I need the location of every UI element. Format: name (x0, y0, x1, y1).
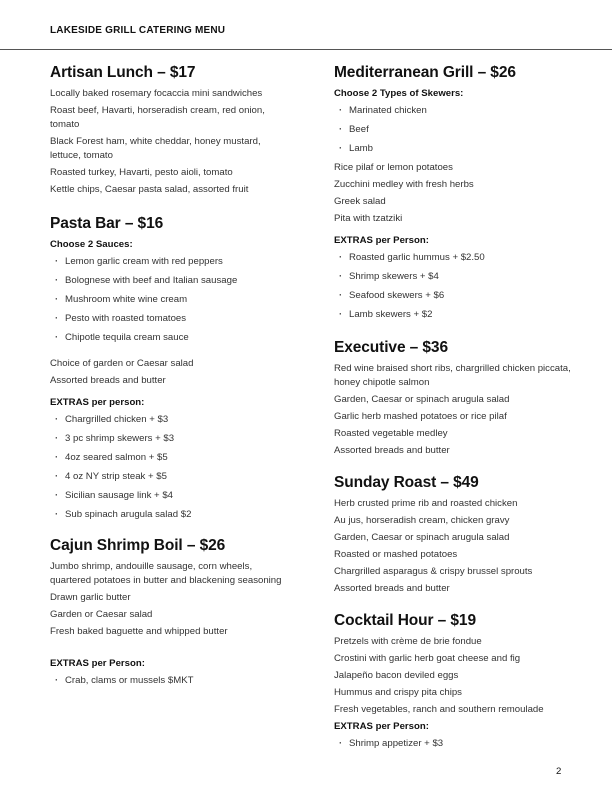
list-item: · Sub spinach arugula salad $2 (50, 508, 290, 521)
menu-item: Red wine braised short ribs, chargrilled chicken piccata, honey chipotle salmon (334, 363, 571, 388)
extras-label: EXTRAS per Person: (334, 721, 429, 732)
list-item: · 4oz seared salmon + $5 (50, 451, 290, 464)
list-item: · Shrimp appetizer + $3 (334, 737, 574, 750)
menu-item: Fresh baked baguette and whipped butter (50, 626, 228, 637)
list-item: · Mushroom white wine cream (50, 293, 290, 306)
menu-item: Hummus and crispy pita chips (334, 687, 462, 698)
menu-item: Jumbo shrimp, andouille sausage, corn wheels, quartered potatoes in butter and blackening seasoning (50, 561, 282, 586)
list-item: · Bolognese with beef and Italian sausage (50, 274, 290, 287)
menu-item: Pita with tzatziki (334, 213, 403, 224)
list-item: · Lemon garlic cream with red peppers (50, 255, 290, 268)
list-item: · Lamb skewers + $2 (334, 308, 574, 321)
menu-item: Herb crusted prime rib and roasted chicken (334, 498, 518, 509)
menu-item: Crostini with garlic herb goat cheese and fig (334, 653, 521, 664)
executive-section (334, 339, 574, 458)
menu-item: Choice of garden or Caesar salad (50, 358, 194, 369)
sauce-list (50, 255, 290, 344)
list-item: · Pesto with roasted tomatoes (50, 312, 290, 325)
choose-label: Choose 2 Types of Skewers: (334, 88, 464, 99)
section-title: Artisan Lunch – $17 (50, 64, 196, 81)
section-title: Pasta Bar – $16 (50, 215, 164, 232)
menu-item: Greek salad (334, 196, 386, 207)
menu-item: Assorted breads and butter (334, 583, 450, 594)
menu-item: Black Forest ham, white cheddar, honey mustard, lettuce, tomato (50, 136, 261, 161)
extras-list (334, 251, 574, 321)
list-item: · Chipotle tequila cream sauce (50, 331, 290, 344)
menu-item: Garden or Caesar salad (50, 609, 153, 620)
list-item: · Crab, clams or mussels $MKT (50, 674, 290, 687)
extras-list (50, 413, 290, 521)
menu-item: Drawn garlic butter (50, 592, 131, 603)
skewer-list (334, 104, 574, 155)
mediterranean-grill-section (334, 64, 574, 321)
header-divider (0, 49, 612, 50)
list-item: · Lamb (334, 142, 574, 155)
menu-item: Locally baked rosemary focaccia mini sandwiches (50, 88, 263, 99)
section-title: Cajun Shrimp Boil – $26 (50, 537, 226, 554)
cocktail-hour-section (334, 612, 574, 750)
list-item: · Shrimp skewers + $4 (334, 270, 574, 283)
choose-label: Choose 2 Sauces: (50, 239, 133, 250)
menu-item: Assorted breads and butter (334, 445, 450, 456)
cajun-shrimp-boil-section (50, 537, 290, 687)
menu-item: Assorted breads and butter (50, 375, 166, 386)
list-item: · Seafood skewers + $6 (334, 289, 574, 302)
section-title: Cocktail Hour – $19 (334, 612, 476, 629)
pasta-bar-section (50, 215, 290, 521)
menu-item: Garden, Caesar or spinach arugula salad (334, 532, 510, 543)
page-number: 2 (556, 766, 562, 777)
list-item: · Chargrilled chicken + $3 (50, 413, 290, 426)
artisan-lunch-section (50, 64, 290, 197)
menu-item: Roasted turkey, Havarti, pesto aioli, tomato (50, 167, 233, 178)
page-header: LAKESIDE GRILL CATERING MENU (50, 25, 226, 36)
left-column (50, 64, 290, 699)
menu-item: Kettle chips, Caesar pasta salad, assorted fruit (50, 184, 249, 195)
section-title: Executive – $36 (334, 339, 448, 356)
extras-label: EXTRAS per person: (50, 397, 145, 408)
menu-item: Au jus, horseradish cream, chicken gravy (334, 515, 510, 526)
menu-item: Rice pilaf or lemon potatoes (334, 162, 453, 173)
menu-item: Pretzels with crème de brie fondue (334, 636, 482, 647)
list-item: · Beef (334, 123, 574, 136)
menu-item: Fresh vegetables, ranch and southern remoulade (334, 704, 544, 715)
list-item: · Marinated chicken (334, 104, 574, 117)
extras-list (50, 674, 290, 687)
menu-item: Zucchini medley with fresh herbs (334, 179, 474, 190)
list-item: · Roasted garlic hummus + $2.50 (334, 251, 574, 264)
menu-item: Roasted or mashed potatoes (334, 549, 458, 560)
list-item: · 3 pc shrimp skewers + $3 (50, 432, 290, 445)
section-title: Mediterranean Grill – $26 (334, 64, 516, 81)
extras-label: EXTRAS per Person: (50, 658, 145, 669)
menu-item: Garlic herb mashed potatoes or rice pilaf (334, 411, 507, 422)
menu-item: Roasted vegetable medley (334, 428, 448, 439)
extras-label: EXTRAS per Person: (334, 235, 429, 246)
list-item: · 4 oz NY strip steak + $5 (50, 470, 290, 483)
menu-item: Jalapeño bacon deviled eggs (334, 670, 459, 681)
sunday-roast-section (334, 474, 574, 596)
extras-list (334, 737, 574, 750)
list-item: · Sicilian sausage link + $4 (50, 489, 290, 502)
menu-item: Roast beef, Havarti, horseradish cream, red onion, tomato (50, 105, 265, 130)
menu-item: Chargrilled asparagus & crispy brussel sprouts (334, 566, 533, 577)
section-title: Sunday Roast – $49 (334, 474, 479, 491)
right-column (334, 64, 574, 762)
menu-item: Garden, Caesar or spinach arugula salad (334, 394, 510, 405)
